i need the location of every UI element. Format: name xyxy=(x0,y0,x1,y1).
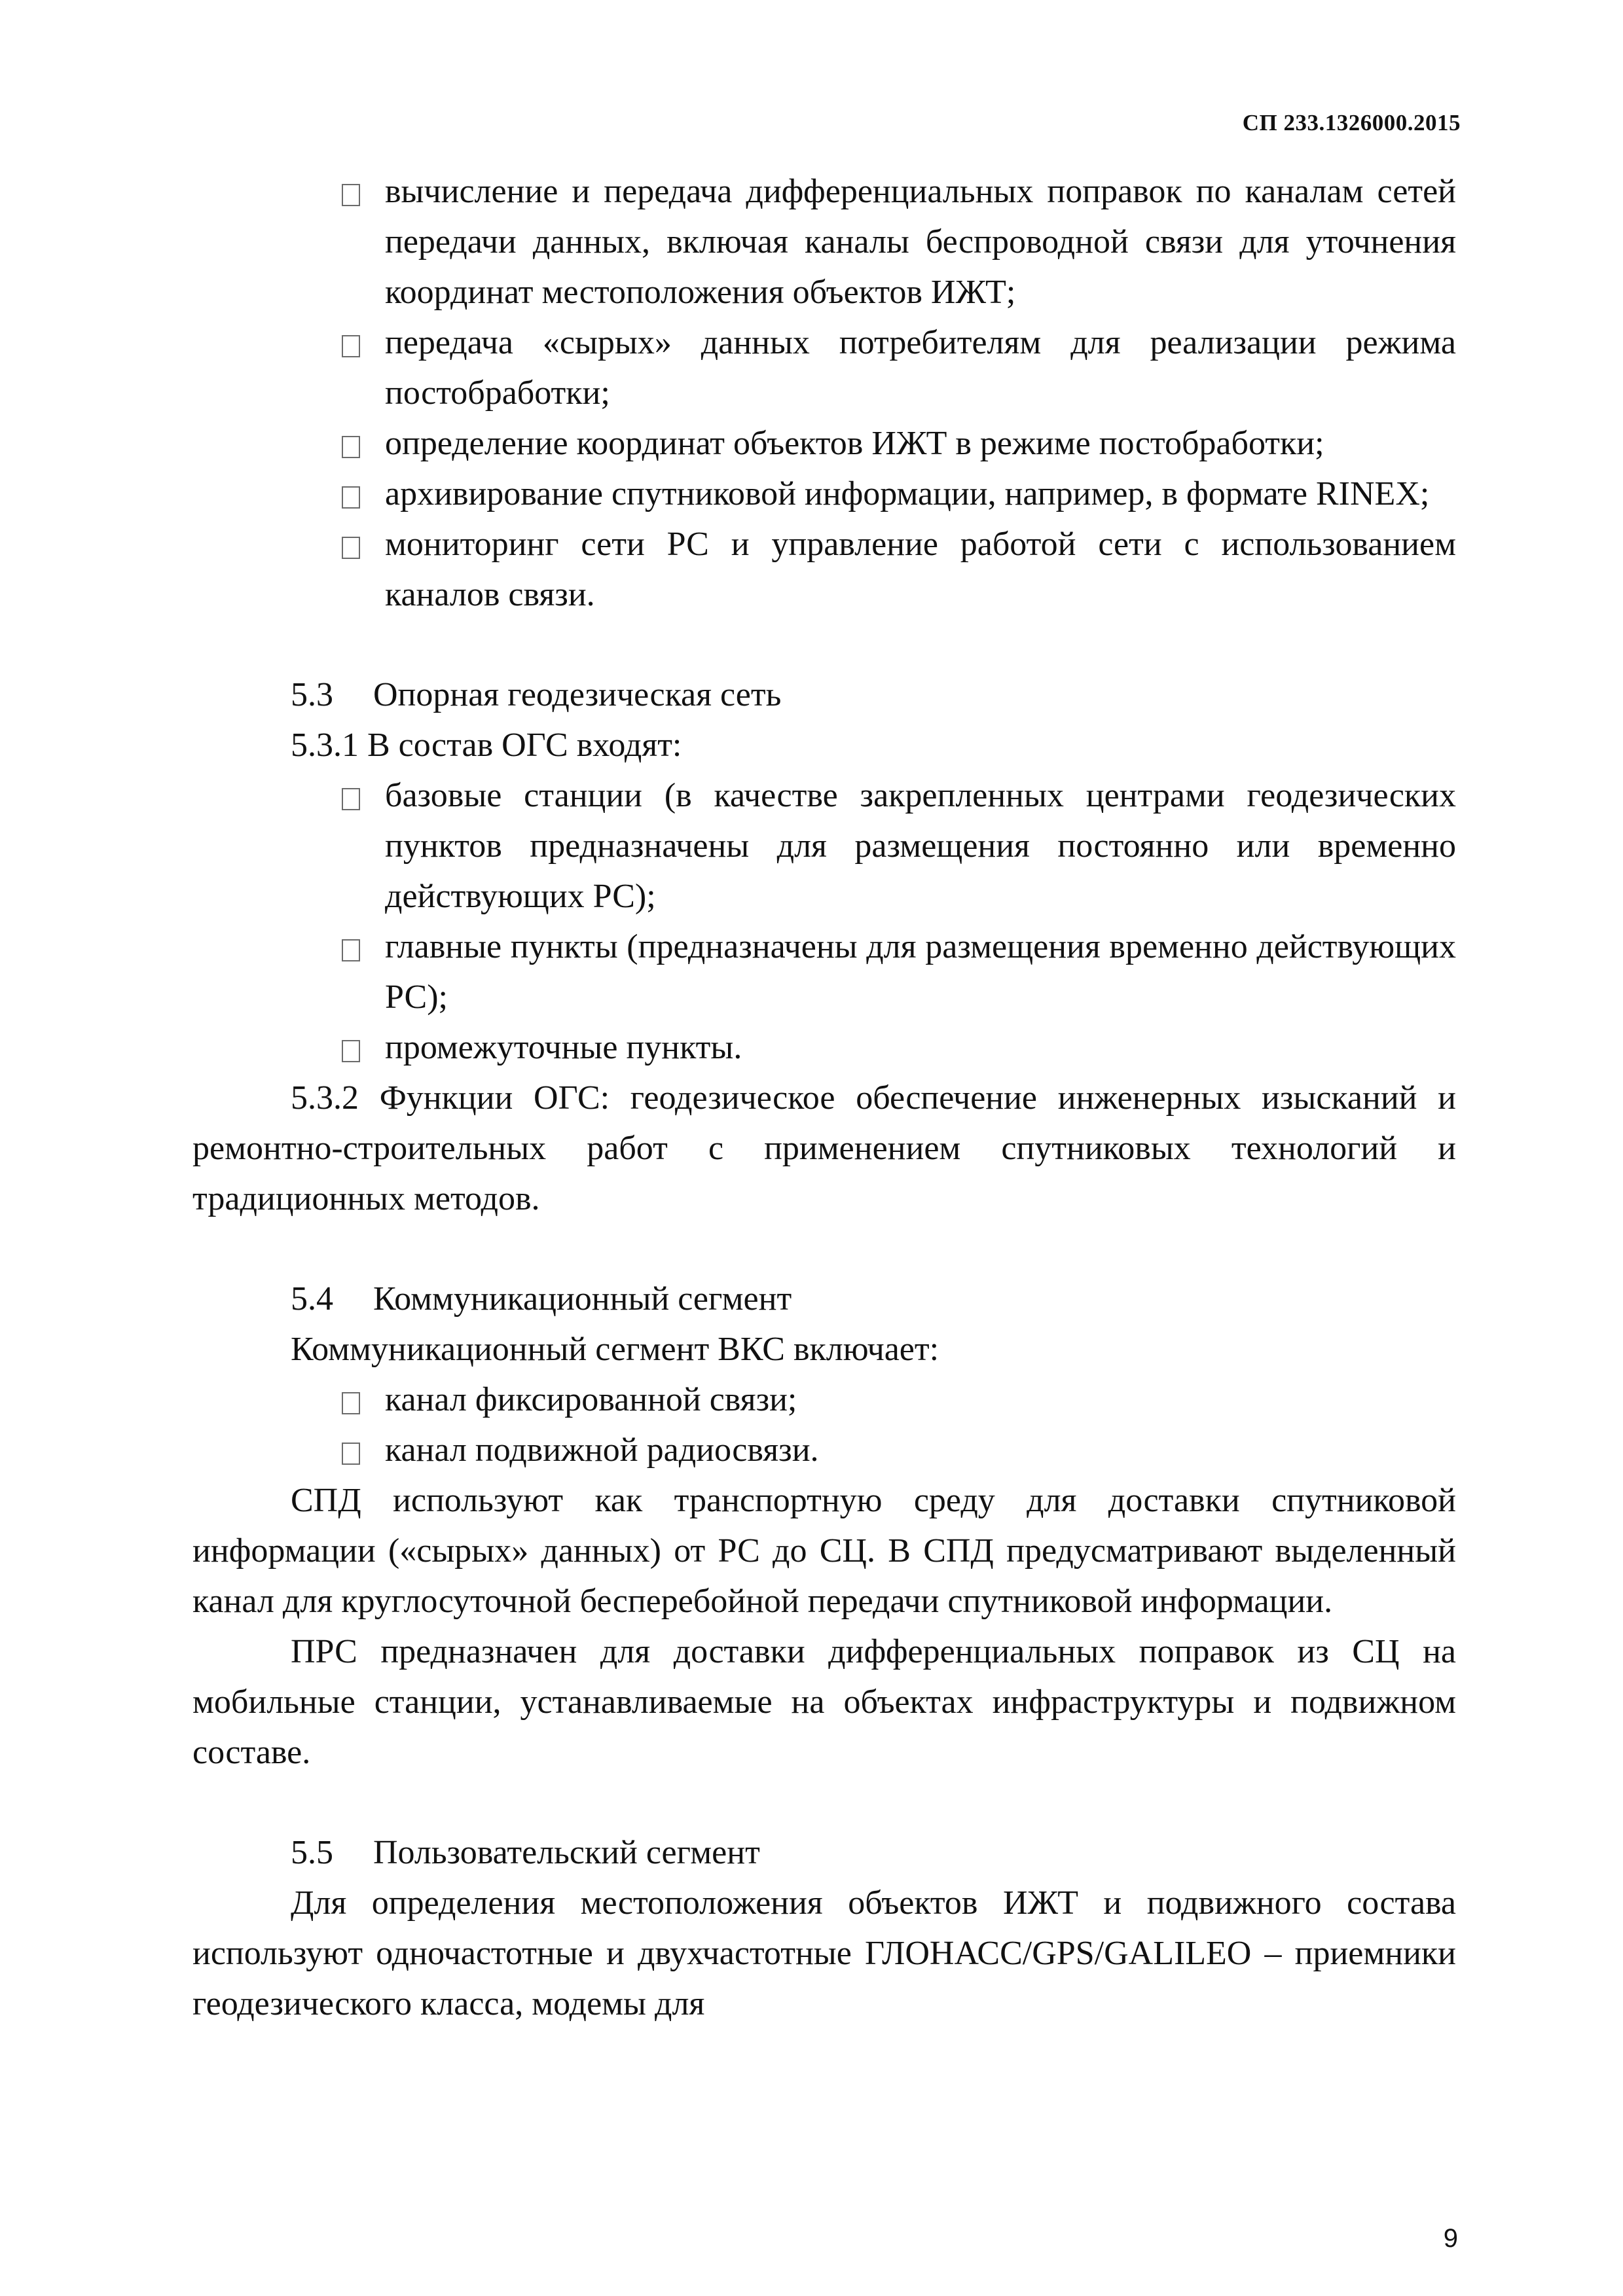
paragraph-5-4-intro: Коммуникационный сегмент ВКС включает: xyxy=(291,1331,939,1368)
document-code: СП 233.1326000.2015 xyxy=(1242,110,1461,135)
bullet-box-icon xyxy=(342,939,360,961)
bullet-box-icon xyxy=(342,788,360,810)
paragraph-5-3-1: 5.3.1 В состав ОГС входят: xyxy=(291,726,682,764)
paragraph-5-4-spd: СПД используют как транспортную среду для доставки спутниковой информации («сырых» данных) от РС до СЦ. В СПД предусматривают выделенный канал для круглосуточной бесперебойной передачи спутниковой информации. xyxy=(192,1482,1456,1620)
bullet-box-icon xyxy=(342,436,360,458)
ogs-composition-list xyxy=(192,770,1456,1073)
bullet-box-icon xyxy=(342,335,360,357)
list-item: главные пункты (предназначены для размещения временно действующих РС); xyxy=(192,922,1456,1022)
list-item: определение координат объектов ИЖТ в режиме постобработки; xyxy=(192,418,1456,469)
list-item: мониторинг сети РС и управление работой сети с использованием каналов связи. xyxy=(192,519,1456,620)
communication-channels-list xyxy=(192,1374,1456,1475)
spacer xyxy=(192,1778,1456,1827)
bullet-box-icon xyxy=(342,486,360,509)
list-item: передача «сырых» данных потребителям для реализации режима постобработки; xyxy=(192,317,1456,418)
list-item: промежуточные пункты. xyxy=(192,1022,1456,1073)
paragraph-5-4-prs: ПРС предназначен для доставки дифференциальных поправок из СЦ на мобильные станции, устанавливаемые на объектах инфраструктуры и подвижном составе. xyxy=(192,1633,1456,1771)
page-number: 9 xyxy=(1443,2224,1458,2253)
list-item: вычисление и передача дифференциальных поправок по каналам сетей передачи данных, включая каналы беспроводной связи для уточнения координат местоположения объектов ИЖТ; xyxy=(192,166,1456,317)
list-item: базовые станции (в качестве закрепленных центрами геодезических пунктов предназначены для размещения постоянно или временно действующих РС); xyxy=(192,770,1456,922)
paragraph-5-3-2: 5.3.2 Функции ОГС: геодезическое обеспечение инженерных изысканий и ремонтно-строительных работ с применением спутниковых технологий и традиционных методов. xyxy=(192,1079,1456,1217)
bullet-box-icon xyxy=(342,537,360,559)
section-heading-5-3: 5.3 Опорная геодезическая сеть xyxy=(291,676,782,713)
list-item: канал подвижной радиосвязи. xyxy=(192,1425,1456,1475)
bullet-box-icon xyxy=(342,1040,360,1062)
section-heading-5-5: 5.5 Пользовательский сегмент xyxy=(291,1834,760,1871)
bullet-box-icon xyxy=(342,1443,360,1465)
bullet-box-icon xyxy=(342,184,360,206)
bullet-box-icon xyxy=(342,1392,360,1414)
page-content xyxy=(192,166,1456,2029)
list-item: канал фиксированной связи; xyxy=(192,1374,1456,1425)
paragraph-5-5: Для определения местоположения объектов ИЖТ и подвижного состава используют одночастотные и двухчастотные ГЛОНАСС/GPS/GALILEO – приемники геодезического класса, модемы для xyxy=(192,1884,1456,2022)
spacer xyxy=(192,1224,1456,1274)
functions-list xyxy=(192,166,1456,620)
spacer xyxy=(192,620,1456,670)
list-item: архивирование спутниковой информации, например, в формате RINEX; xyxy=(192,469,1456,519)
section-heading-5-4: 5.4 Коммуникационный сегмент xyxy=(291,1280,792,1318)
